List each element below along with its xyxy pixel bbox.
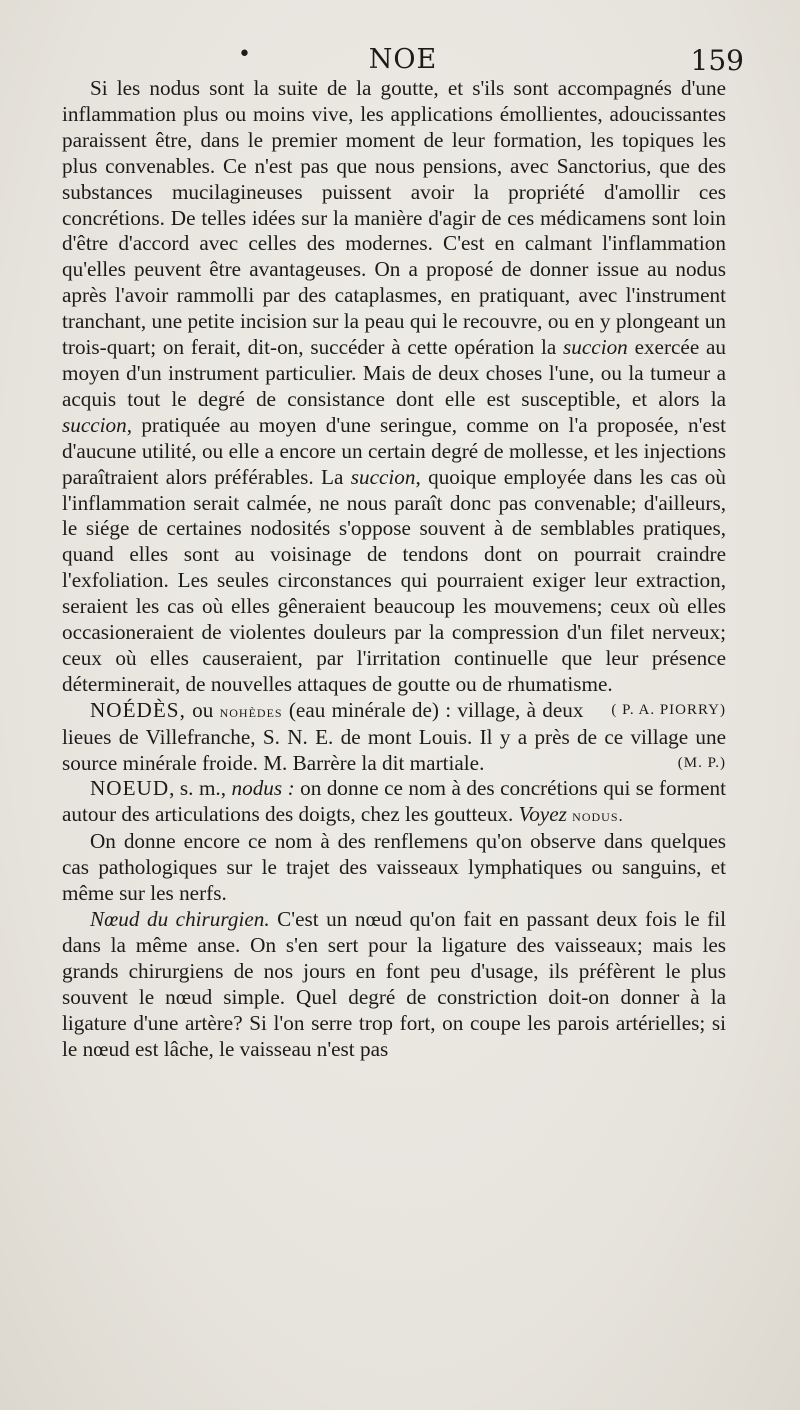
entry-noedes: NOÉDÈS, ou nohèdes (eau minérale de) : village, à deux lieues de Villefranche, S. N. E. de mont Louis. Il y a près de ce village une source minérale froide. M. Barrère la dit martiale. (M. P.) [62, 697, 726, 775]
page-number: 159 [690, 44, 744, 77]
headword: NOEUD [90, 776, 170, 801]
running-header [62, 44, 744, 80]
paragraph-nodus-treatment: Si les nodus sont la suite de la goutte, et s'ils sont accompagnés d'une inflammation plus ou moins vive, les applications émollientes, adoucissantes paraissent être, dans le premier moment de leur formation, les topiques les plus convenables. Ce n'est pas que nous pensions, avec Sanctorius, que des substances mucilagineuses puissent avoir la propriété d'amollir ces concrétions. De telles idées sur la manière d'agir de ces médicamens sont loin d'être d'accord avec celles des modernes. C'est en calmant l'inflammation qu'elles peuvent être avantageuses. On a proposé de donner issue au nodus après l'avoir rammolli par des cataplasmes, en pratiquant, avec l'instrument tranchant, une petite incision sur la peau qui le recouvre, ou en y plongeant un trois-quart; on ferait, dit-on, succéder à cette opération la succion exercée au moyen d'un instrument particulier. Mais de deux choses l'une, ou la tumeur a acquis tout le degré de consistance dont elle est susceptible, et alors la succion, pratiquée au moyen d'une seringue, comme on l'a proposée, n'est d'aucune utilité, ou elle a encore un certain degré de mollesse, et les injections paraîtraient alors préférables. La succion, quoique employée dans les cas où l'inflammation serait calmée, ne nous paraît donc pas convenable; d'ailleurs, le siége de certaines nodosités s'oppose souvent à de semblables pratiques, quand elles sont au voisinage de tendons dont on pourrait craindre l'exfoliation. Les seules circonstances qui pourraient exiger leur extraction, seraient les cas où elles gêneraient beaucoup les mouvemens; ceux où elles occasioneraient de violentes douleurs par la compression d'un filet nerveux; ceux où elles causeraient, par l'irritation continuelle que leur présence déterminerait, de nouvelles attaques de goutte ou de rhumatisme. ( P. A. PIORRY) [62, 76, 726, 698]
paragraph-noeud-chirurgien: Nœud du chirurgien. C'est un nœud qu'on fait en passant deux fois le fil dans la même anse. On s'en sert pour la ligature des vaisseaux; mais les grands chirurgiens de nos jours en font peu d'usage, ils préfèrent le plus souvent le nœud simple. Quel degré de constriction doit-on donner à la ligature d'une artère? Si l'on serre trop fort, on coupe les parois artérielles; si le nœud est lâche, le vaisseau n'est pas [62, 907, 727, 1061]
body-text [62, 76, 726, 1062]
header-mark: • [238, 42, 251, 67]
running-title: NOE [368, 44, 438, 75]
paragraph-renflemens: On donne encore ce nom à des renflemens qu'on observe dans quelques cas pathologiques sur le trajet des vaisseaux lymphatiques ou sanguins, et même sur les nerfs. [62, 829, 726, 906]
entry-noeud: NOEUD, s. m., nodus : on donne ce nom à des concrétions qui se forment autour des articulations des doigts, chez les goutteux. Voyez nodus. [62, 776, 726, 827]
author-signature: ( P. A. PIORRY) [611, 701, 726, 718]
cross-reference: Voyez [518, 802, 567, 827]
headword: NOÉDÈS, [90, 697, 186, 722]
author-signature: (M. P.) [677, 754, 726, 771]
